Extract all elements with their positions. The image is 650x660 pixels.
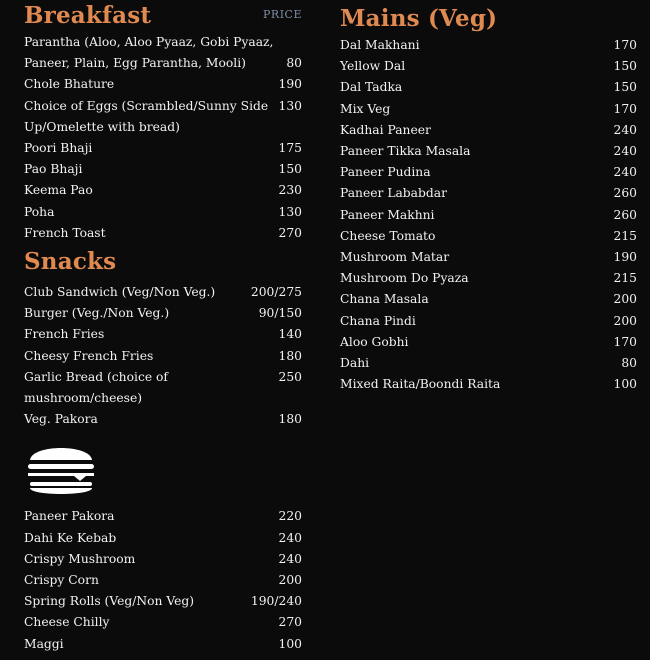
menu-item-name: Dahi [340,356,370,371]
breakfast-title: Breakfast [24,2,152,29]
menu-item [24,32,302,74]
menu-item-name: Cheesy French Fries [24,348,154,363]
menu-item-name: Chana Pindi [340,313,416,328]
menu-item-name: Dahi Ke Kebab [24,530,117,545]
menu-item-price: 190 [278,77,302,92]
menu-item-name: Mushroom Matar [340,250,450,265]
menu-item-price: 230 [278,183,302,198]
snacks-list-continued [24,506,302,654]
menu-item-name-line: Paneer, Plain, Egg Parantha, Mooli) [24,56,246,71]
menu-item [24,324,302,345]
menu-item-name: Kadhai Paneer [340,122,431,137]
menu-item-name: French Toast [24,225,106,240]
menu-item-price: 175 [278,141,302,156]
menu-item-name: Chana Masala [340,292,429,307]
menu-item-name: Burger (Veg./Non Veg.) [24,306,170,321]
menu-item [24,506,302,527]
price-column-header: PRICE [263,8,302,21]
menu-item-name: Paneer Pakora [24,509,115,524]
burger-icon [24,438,98,498]
menu-item-price: 180 [278,412,302,427]
menu-item-price: 150 [278,162,302,177]
menu-item [24,528,302,549]
menu-item [24,591,302,612]
menu-item [340,99,637,120]
menu-item-price: 80 [286,56,302,71]
menu-item-name: Mix Veg [340,101,391,116]
menu-item-name: Yellow Dal [340,59,406,74]
snacks-title: Snacks [24,248,117,276]
breakfast-list [24,32,302,244]
menu-item-price: 90/150 [258,306,302,321]
menu-item-price: 240 [613,122,637,137]
menu-item-name: Paneer Lababdar [340,186,447,201]
menu-item-price: 260 [613,186,637,201]
menu-item [24,223,302,244]
menu-item-name: Aloo Gobhi [340,334,409,349]
menu-item-name: Paneer Makhni [340,207,435,222]
menu-item [340,332,637,353]
breakfast-header [24,1,302,31]
menu-item-price: 170 [613,334,637,349]
menu-item-price: 190 [613,250,637,265]
menu-item-price: 200 [278,573,302,588]
menu-item-price: 260 [613,207,637,222]
menu-item [340,374,637,395]
menu-item-price: 150 [613,80,637,95]
menu-item-price: 170 [613,38,637,52]
menu-item [340,141,637,162]
menu-item-name: Dal Tadka [340,80,403,95]
menu-item [340,311,637,332]
menu-item [340,162,637,183]
menu-item [24,96,302,138]
menu-item-name: Veg. Pakora [24,412,98,427]
menu-item-price: 200 [613,313,637,328]
menu-item [24,612,302,633]
menu-item-price: 140 [278,327,302,342]
menu-item-name: Club Sandwich (Veg/Non Veg.) [24,285,216,300]
menu-item [340,353,637,374]
menu-item-name [24,96,268,138]
menu-item-name: Cheese Tomato [340,228,436,243]
menu-item-name: Poori Bhaji [24,141,93,156]
menu-item-price: 240 [278,530,302,545]
menu-item-price: 170 [613,101,637,116]
menu-item-name [24,32,273,74]
menu-item [24,634,302,655]
menu-item [24,202,302,223]
mains-veg-list [340,35,637,395]
menu-item-name: Keema Pao [24,183,93,198]
right-column [340,0,637,395]
menu-item [340,226,637,247]
menu-item [24,74,302,95]
menu-item-price: 240 [613,165,637,180]
menu-item-price: 270 [278,615,302,630]
menu-item-price: 215 [613,228,637,243]
menu-item-price: 130 [278,98,302,113]
menu-item-name: Poha [24,204,55,219]
menu-item-name: Crispy Mushroom [24,551,136,566]
menu-item-price: 220 [278,509,302,524]
menu-item [340,120,637,141]
mains-veg-title: Mains (Veg) [340,5,498,32]
menu-item-price: 190/240 [250,594,302,609]
menu-item [340,205,637,226]
menu-item-price: 80 [621,356,637,371]
menu-item [340,268,637,289]
menu-item [24,138,302,159]
menu-item [24,409,302,430]
menu-item [340,56,637,77]
menu-item-name-line: Parantha (Aloo, Aloo Pyaaz, Gobi Pyaaz, [24,35,274,49]
menu-item-name: Dal Makhani [340,38,420,52]
menu-item [24,570,302,591]
menu-item [340,183,637,204]
menu-item-price: 100 [613,377,637,392]
menu-item-name: Mushroom Do Pyaza [340,271,469,286]
menu-item [24,303,302,324]
menu-item [340,289,637,310]
menu-item-name: Paneer Tikka Masala [340,144,471,159]
menu-item [24,367,302,409]
menu-item-price: 200 [613,292,637,307]
menu-item-name: Paneer Pudina [340,165,431,180]
menu-item [340,77,637,98]
menu-item-name: Maggi [24,636,64,651]
menu-item-price: 215 [613,271,637,286]
menu-item [24,180,302,201]
menu-item-name: Pao Bhaji [24,162,83,177]
left-column [24,0,302,655]
menu-item-price: 240 [278,551,302,566]
menu-item-name-line: Garlic Bread (choice of [24,369,168,384]
menu-item-name: French Fries [24,327,105,342]
menu-item-name [24,367,168,409]
menu-item [340,35,637,56]
snacks-list [24,282,302,430]
menu-item-name: Chole Bhature [24,77,115,92]
menu-item-name: Spring Rolls (Veg/Non Veg) [24,594,195,609]
menu-item [24,159,302,180]
menu-item-name-line: Up/Omelette with bread) [24,119,180,134]
menu-item-name: Mixed Raita/Boondi Raita [340,377,501,392]
menu-item [24,282,302,303]
menu-item-price: 200/275 [250,285,302,300]
menu-item-price: 130 [278,204,302,219]
menu-item-name: Crispy Corn [24,573,99,588]
menu-item-price: 240 [613,144,637,159]
menu-item-name-line: mushroom/cheese) [24,391,143,406]
menu-item [24,346,302,367]
menu-item [24,549,302,570]
menu-item-name-line: Choice of Eggs (Scrambled/Sunny Side [24,98,269,113]
menu-item-price: 100 [278,636,302,651]
menu-item-name: Cheese Chilly [24,615,110,630]
menu-item [340,247,637,268]
menu-item-price: 150 [613,59,637,74]
menu-item-price: 270 [278,225,302,240]
menu-item-price: 250 [278,369,302,384]
menu-item-price: 180 [278,348,302,363]
